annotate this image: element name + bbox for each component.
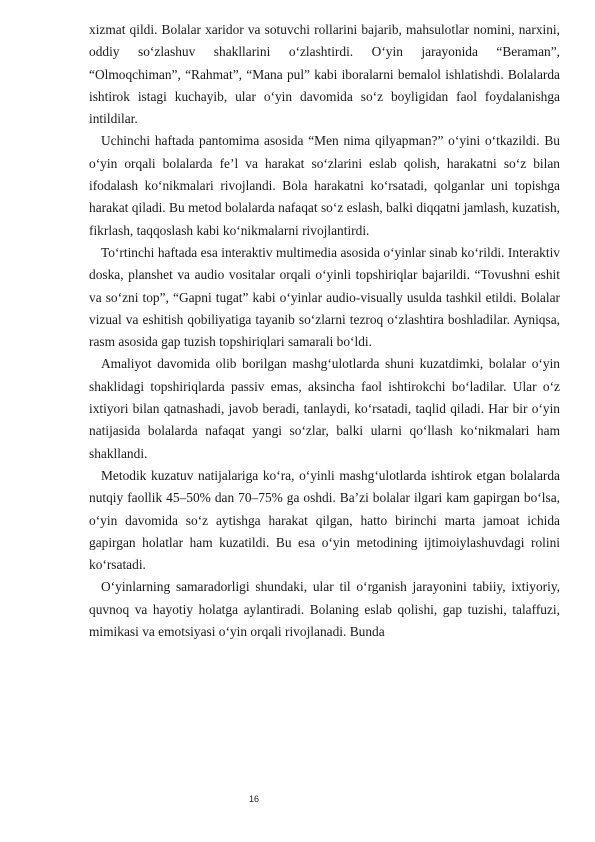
- paragraph-game-effectiveness: O‘yinlarning samaradorligi shundaki, ular til o‘rganish jarayonini tabiiy, ixtiyoriy, quvnoq va hayotiy holatga aylantiradi. Bolaning eslab qolishi, gap tuzishi, talaffuzi, mimikasi va emotsiyasi o‘yin orqali rivojlanadi. Bunda: [89, 579, 560, 640]
- body-text: [89, 19, 560, 643]
- paragraph-third-week: Uchinchi haftada pantomima asosida “Men nima qilyapman?” o‘yini o‘tkazildi. Bu o‘yin orqali bolalarda fe’l va harakat so‘zlarini eslab qolish, harakatni so‘z bilan ifodalash ko‘nikmalari rivojlandi. Bola harakatni ko‘rsatadi, qolganlar uni topishga harakat qiladi. Bu metod bolalarda nafaqat so‘z eslash, balki diqqatni jamlash, kuzatish, fikrlash, taqqoslash kabi ko‘nikmalarni rivojlantirdi.: [89, 133, 560, 238]
- paragraph-practice-observation: Amaliyot davomida olib borilgan mashg‘ulotlarda shuni kuzatdimki, bolalar o‘yin shaklidagi topshiriqlarda passiv emas, aksincha faol ishtirokchi bo‘ladilar. Ular o‘z ixtiyori bilan qatnashadi, javob beradi, tanlaydi, ko‘rsatadi, taqlid qiladi. Har bir o‘yin natijasida bolalarda nafaqat yangi so‘zlar, balki ularni qo‘llash ko‘nikmalari ham shakllandi.: [89, 356, 560, 461]
- page-number: 16: [248, 794, 259, 804]
- paragraph-methodical-results: Metodik kuzatuv natijalariga ko‘ra, o‘yinli mashg‘ulotlarda ishtirok etgan bolalarda nutqiy faollik 45–50% dan 70–75% ga oshdi. Ba’zi bolalar ilgari kam gapirgan bo‘lsa, o‘yin davomida so‘z aytishga harakat qilgan, hatto birinchi marta jamoat ichida gapirgan holatlar ham kuzatildi. Bu esa o‘yin metodining ijtimoiylashuvdagi rolini ko‘rsatadi.: [89, 467, 560, 573]
- paragraph-fourth-week: To‘rtinchi haftada esa interaktiv multimedia asosida o‘yinlar sinab ko‘rildi. Interaktiv doska, planshet va audio vositalar orqali o‘yinli topshiriqlar bajarildi. “Tovushni eshit va so‘zni top”, “Gapni tugat” kabi o‘yinlar audio-visually usulda tashkil etildi. Bolalar vizual va eshitish qobiliyatiga tayanib so‘zlarni tezroq o‘zlashtira boshladilar. Ayniqsa, rasm asosida gap tuzish topshiriqlari samarali bo‘ldi.: [89, 244, 560, 350]
- paragraph-continuation: xizmat qildi. Bolalar xaridor va sotuvchi rollarini bajarib, mahsulotlar nomini, narxini, oddiy so‘zlashuv shakllarini o‘zlashtirdi. O‘yin jarayonida “Beraman”, “Olmoqchiman”, “Rahmat”, “Mana pul” kabi iboralarni bemalol ishlatishdi. Bolalarda ishtirok istagi kuchayib, ular o‘yin davomida so‘z boyligidan faol foydalanishga intildilar.: [89, 22, 560, 127]
